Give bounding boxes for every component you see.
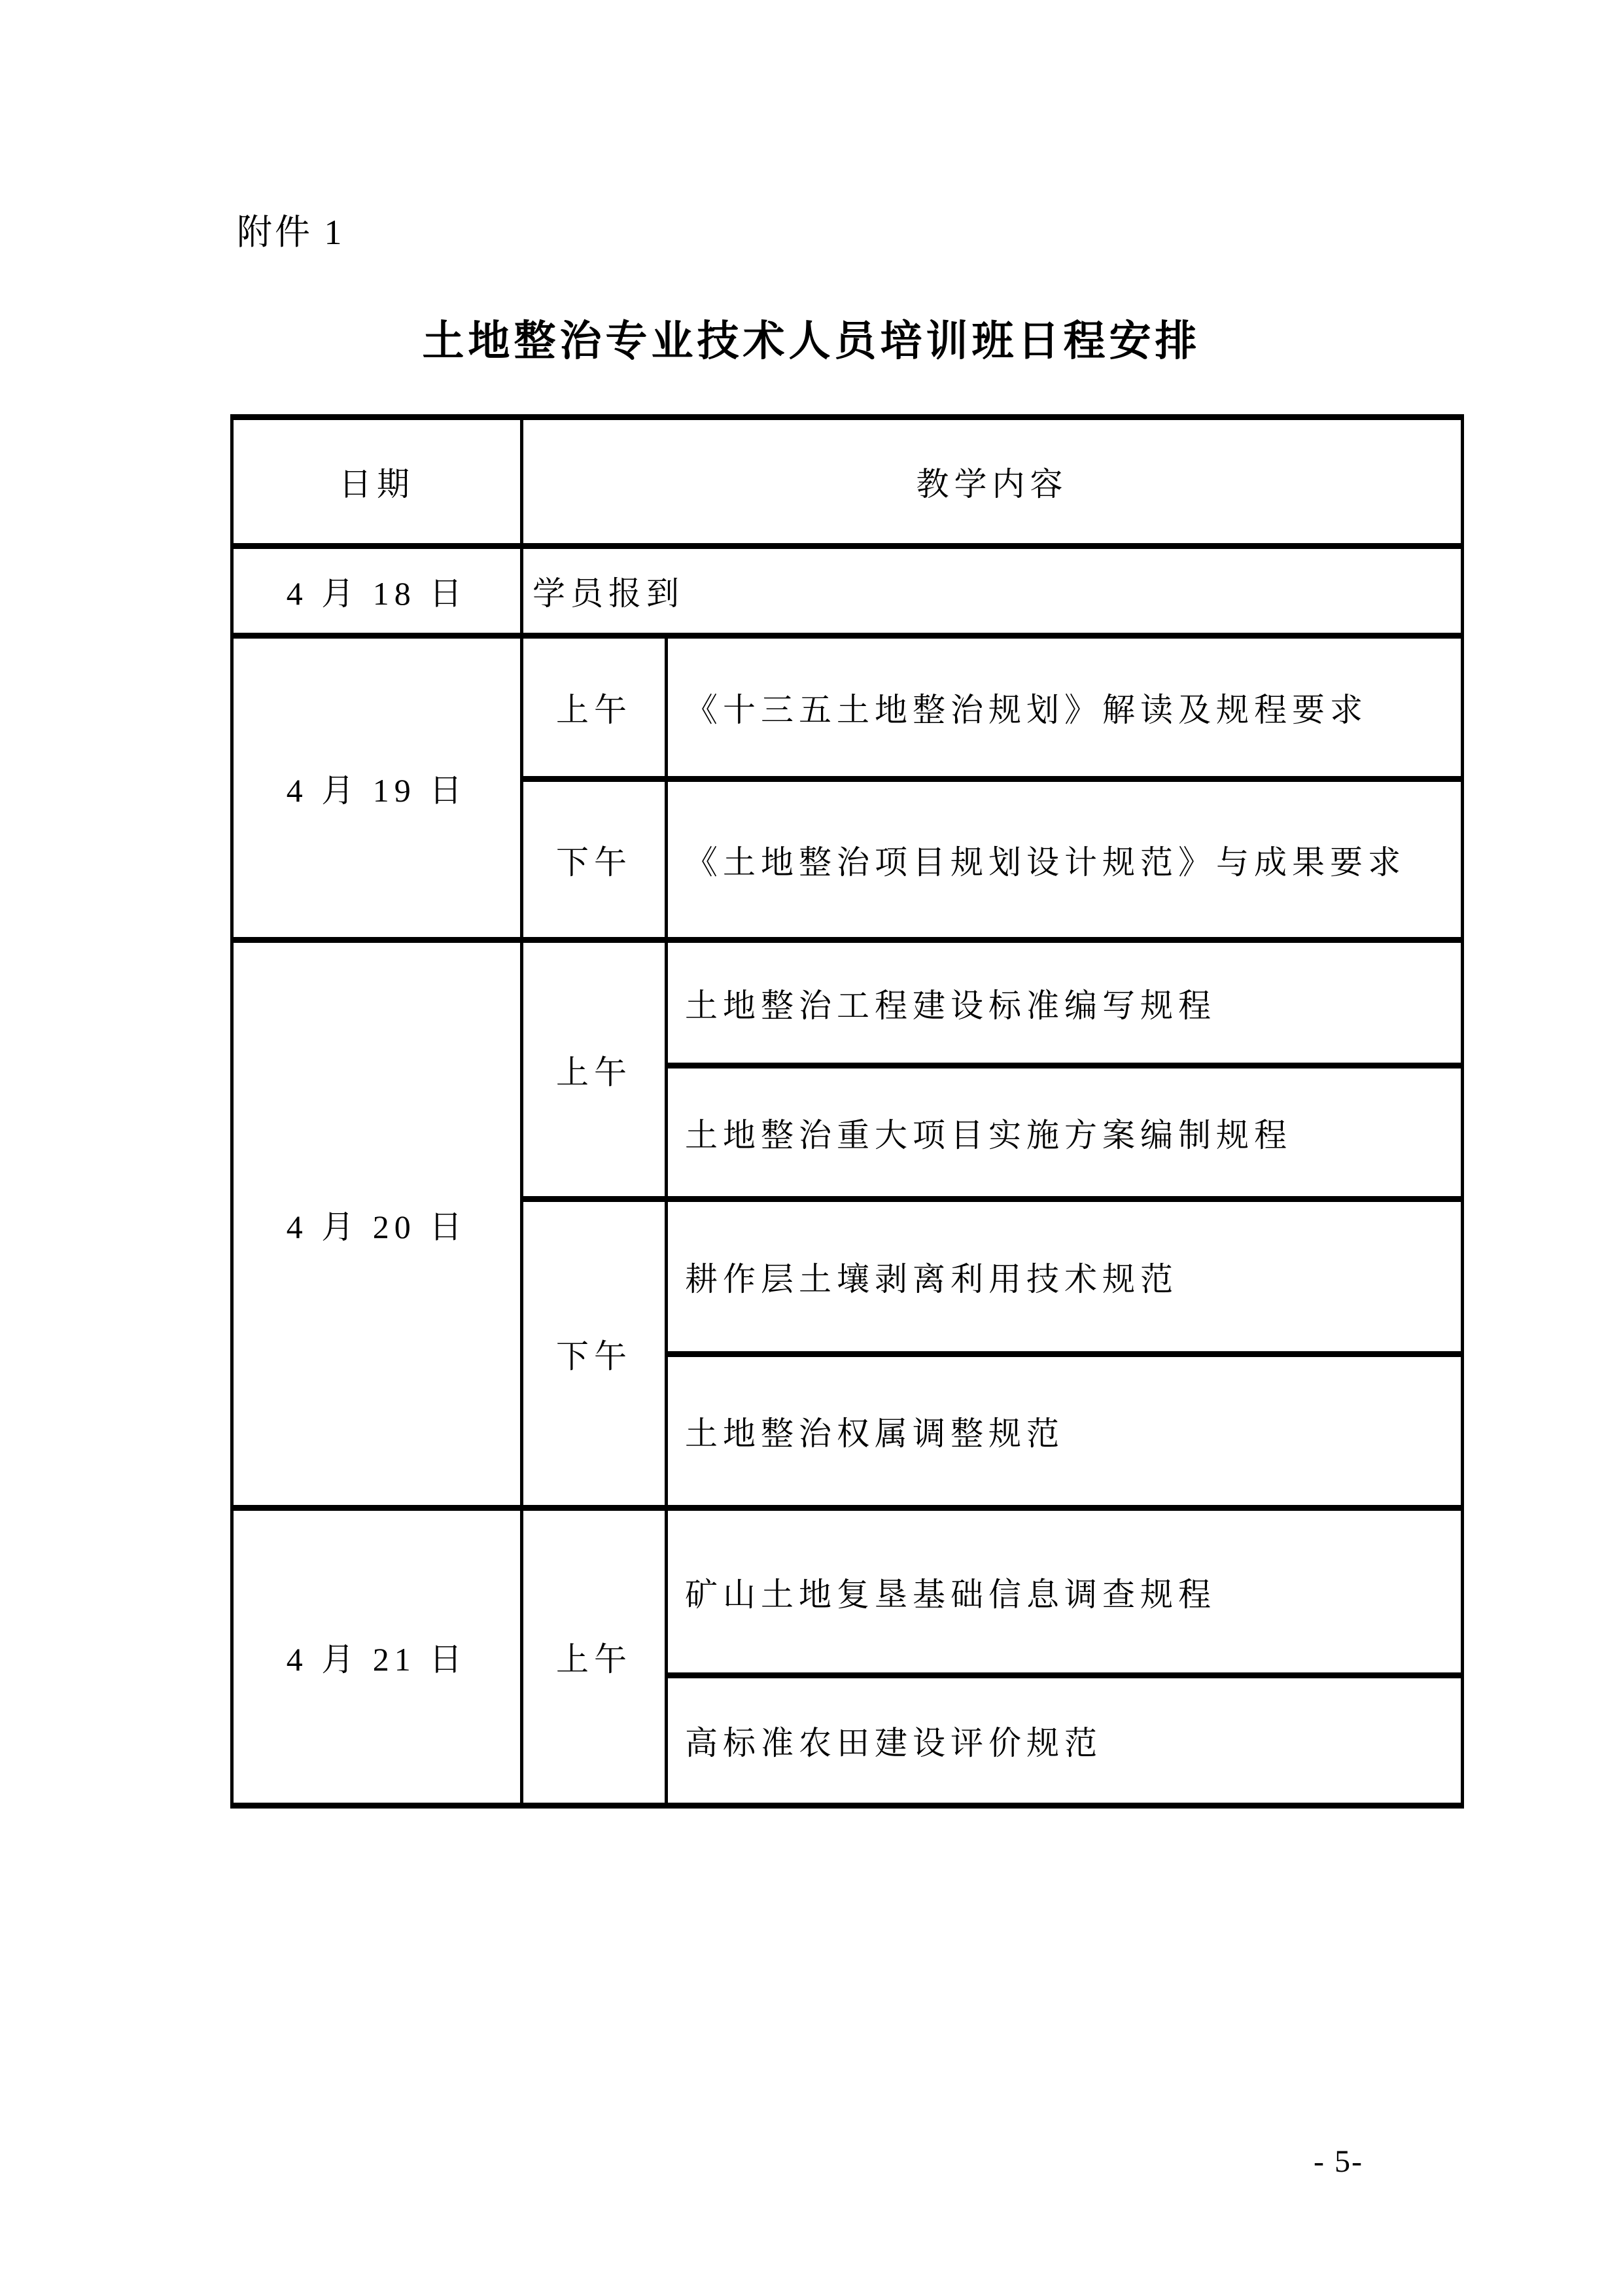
table-row (232, 636, 1463, 779)
content-cell: 土地整治重大项目实施方案编制规程 (667, 1066, 1463, 1199)
header-content-cell: 教学内容 (522, 417, 1463, 546)
date-cell: 4 月 18 日 (232, 546, 522, 636)
content-cell: 土地整治工程建设标准编写规程 (667, 940, 1463, 1066)
content-cell: 《土地整治项目规划设计规范》与成果要求 (667, 779, 1463, 940)
content-cell: 高标准农田建设评价规范 (667, 1676, 1463, 1806)
schedule-table (230, 414, 1464, 1809)
content-cell: 《十三五土地整治规划》解读及规程要求 (667, 636, 1463, 779)
time-cell: 上午 (522, 636, 667, 779)
table-row (232, 940, 1463, 1066)
document-title: 土地整治专业技术人员培训班日程安排 (422, 318, 1201, 364)
content-cell: 土地整治权属调整规范 (667, 1354, 1463, 1508)
date-cell: 4 月 20 日 (232, 940, 522, 1508)
table-row (232, 1508, 1463, 1676)
page-number: - 5- (1314, 2144, 1363, 2179)
content-cell: 矿山土地复垦基础信息调查规程 (667, 1508, 1463, 1676)
time-cell: 下午 (522, 1199, 667, 1508)
content-cell: 耕作层土壤剥离利用技术规范 (667, 1199, 1463, 1354)
table-row (232, 546, 1463, 636)
header-date-cell: 日期 (232, 417, 522, 546)
date-cell: 4 月 19 日 (232, 636, 522, 940)
content-cell: 学员报到 (522, 546, 1463, 636)
time-cell: 下午 (522, 779, 667, 940)
attachment-label: 附件 1 (237, 213, 345, 252)
date-cell: 4 月 21 日 (232, 1508, 522, 1806)
time-cell: 上午 (522, 1508, 667, 1806)
table-header-row (232, 417, 1463, 546)
time-cell: 上午 (522, 940, 667, 1199)
